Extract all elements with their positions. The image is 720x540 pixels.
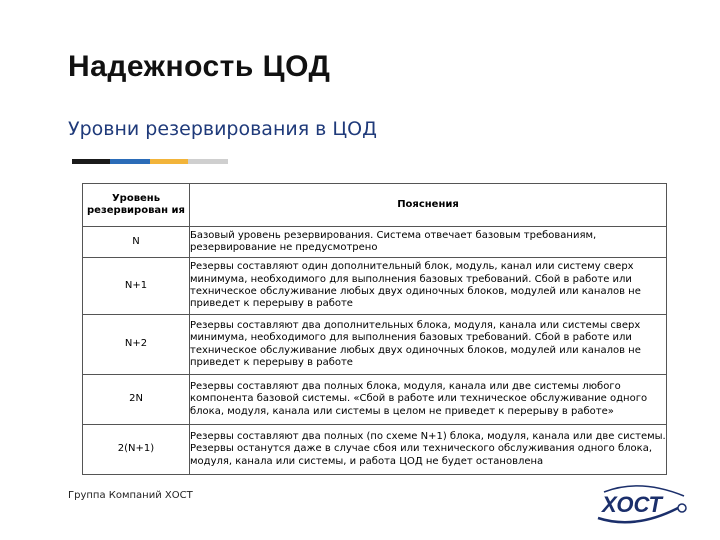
redundancy-levels-table bbox=[82, 183, 667, 475]
accent-stripe-blue bbox=[110, 159, 150, 164]
table-row bbox=[83, 375, 667, 425]
slide-title: Надежность ЦОД bbox=[68, 50, 331, 83]
accent-stripe-yellow bbox=[150, 159, 188, 164]
slide-subtitle: Уровни резервирования в ЦОД bbox=[68, 118, 377, 140]
accent-stripe-black bbox=[72, 159, 110, 164]
level-cell: N+2 bbox=[83, 315, 190, 375]
table-row bbox=[83, 315, 667, 375]
accent-stripe-gray bbox=[188, 159, 228, 164]
explanation-cell: Резервы составляют один дополнительный блок, модуль, канал или систему сверх минимума, необходимого для выполнения базовых требований. Сбой в работе или техническое обслуживание любых двух одиночных блоков, модулей или каналов не приведет к перерыву в работе bbox=[190, 258, 667, 315]
header-explanation: Пояснения bbox=[190, 184, 667, 227]
level-cell: N+1 bbox=[83, 258, 190, 315]
explanation-cell: Резервы составляют два полных блока, модуля, канала или две системы любого компонента базовой системы. «Сбой в работе или техническое обслуживание одного блока, модуля, канала или системы в целом не приведет к перерыву в работе» bbox=[190, 375, 667, 425]
explanation-cell: Резервы составляют два полных (по схеме N+1) блока, модуля, канала или две системы. Резервы останутся даже в случае сбоя или технического обслуживания одного блока, модуля, канала или системы, и работа ЦОД не будет остановлена bbox=[190, 425, 667, 475]
table-row bbox=[83, 425, 667, 475]
table-row bbox=[83, 227, 667, 258]
header-level: Уровень резервирован ия bbox=[83, 184, 190, 227]
level-cell: N bbox=[83, 227, 190, 258]
logo-circle-icon bbox=[678, 504, 686, 512]
host-logo bbox=[590, 478, 690, 528]
explanation-cell: Базовый уровень резервирования. Система отвечает базовым требованиям, резервирование не предусмотрено bbox=[190, 227, 667, 258]
table-row bbox=[83, 258, 667, 315]
footer-company: Группа Компаний ХОСТ bbox=[68, 490, 193, 501]
level-cell: 2N bbox=[83, 375, 190, 425]
level-cell: 2(N+1) bbox=[83, 425, 190, 475]
table-header-row bbox=[83, 184, 667, 227]
logo-text: ХОСТ bbox=[602, 492, 662, 517]
explanation-cell: Резервы составляют два дополнительных блока, модуля, канала или системы сверх минимума, необходимого для выполнения базовых требований. Сбой в работе или техническое обслуживание любых двух одиночных блоков, модулей или каналов не приведет к перерыву в работе bbox=[190, 315, 667, 375]
